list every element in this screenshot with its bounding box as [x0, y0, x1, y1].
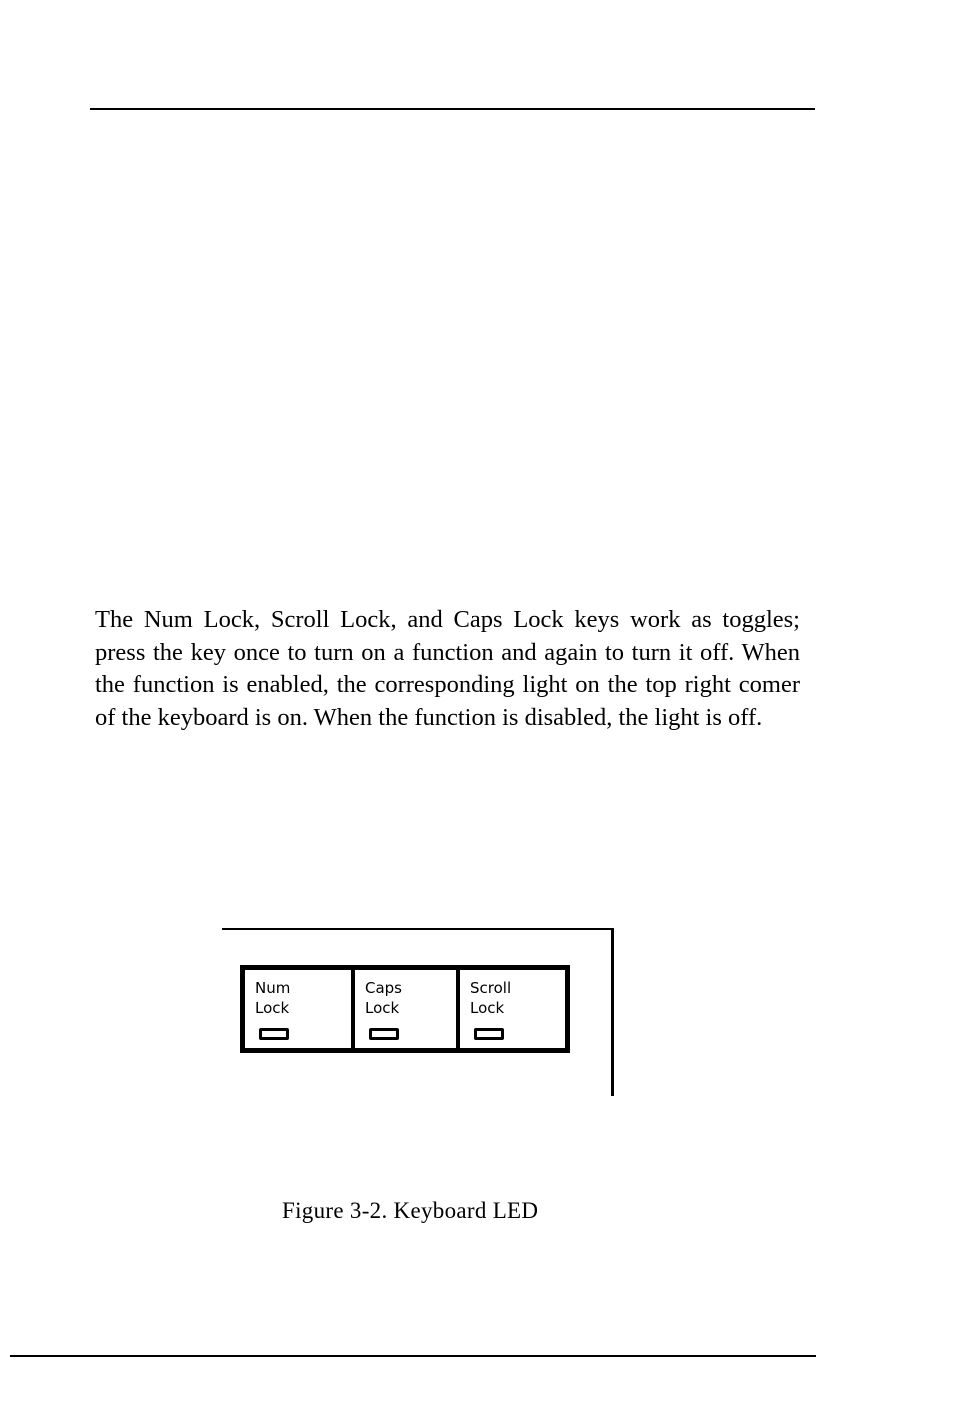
- led-scroll-lock: [460, 970, 565, 1048]
- body-paragraph: The Num Lock, Scroll Lock, and Caps Lock keys work as toggles; press the key once to turn on a function and again to turn it off. When the function is enabled, the corresponding light on the top right comer of the keyboard is on. When the function is disabled, the light is off.: [95, 606, 800, 731]
- led-label-line2: Lock: [255, 999, 290, 1017]
- led-label: [365, 978, 402, 1018]
- led-num-lock: [245, 970, 355, 1048]
- keyboard-right-edge: [611, 928, 614, 1096]
- led-panel: [240, 965, 570, 1053]
- keyboard-led-figure: [222, 928, 617, 1098]
- top-rule: [90, 108, 815, 110]
- bottom-rule: [10, 1355, 816, 1357]
- led-label-line1: Num: [255, 979, 291, 997]
- led-light-icon: [474, 1028, 504, 1040]
- keyboard-top-edge: [222, 928, 614, 930]
- led-label-line2: Lock: [365, 999, 400, 1017]
- led-label-line1: Scroll: [470, 979, 512, 997]
- led-light-icon: [369, 1028, 399, 1040]
- led-label-line1: Caps: [365, 979, 403, 997]
- figure-caption: Figure 3-2. Keyboard LED: [282, 1198, 539, 1223]
- led-label: [470, 978, 511, 1018]
- led-label-line2: Lock: [470, 999, 505, 1017]
- led-caps-lock: [355, 970, 460, 1048]
- led-label: [255, 978, 290, 1018]
- led-light-icon: [259, 1028, 289, 1040]
